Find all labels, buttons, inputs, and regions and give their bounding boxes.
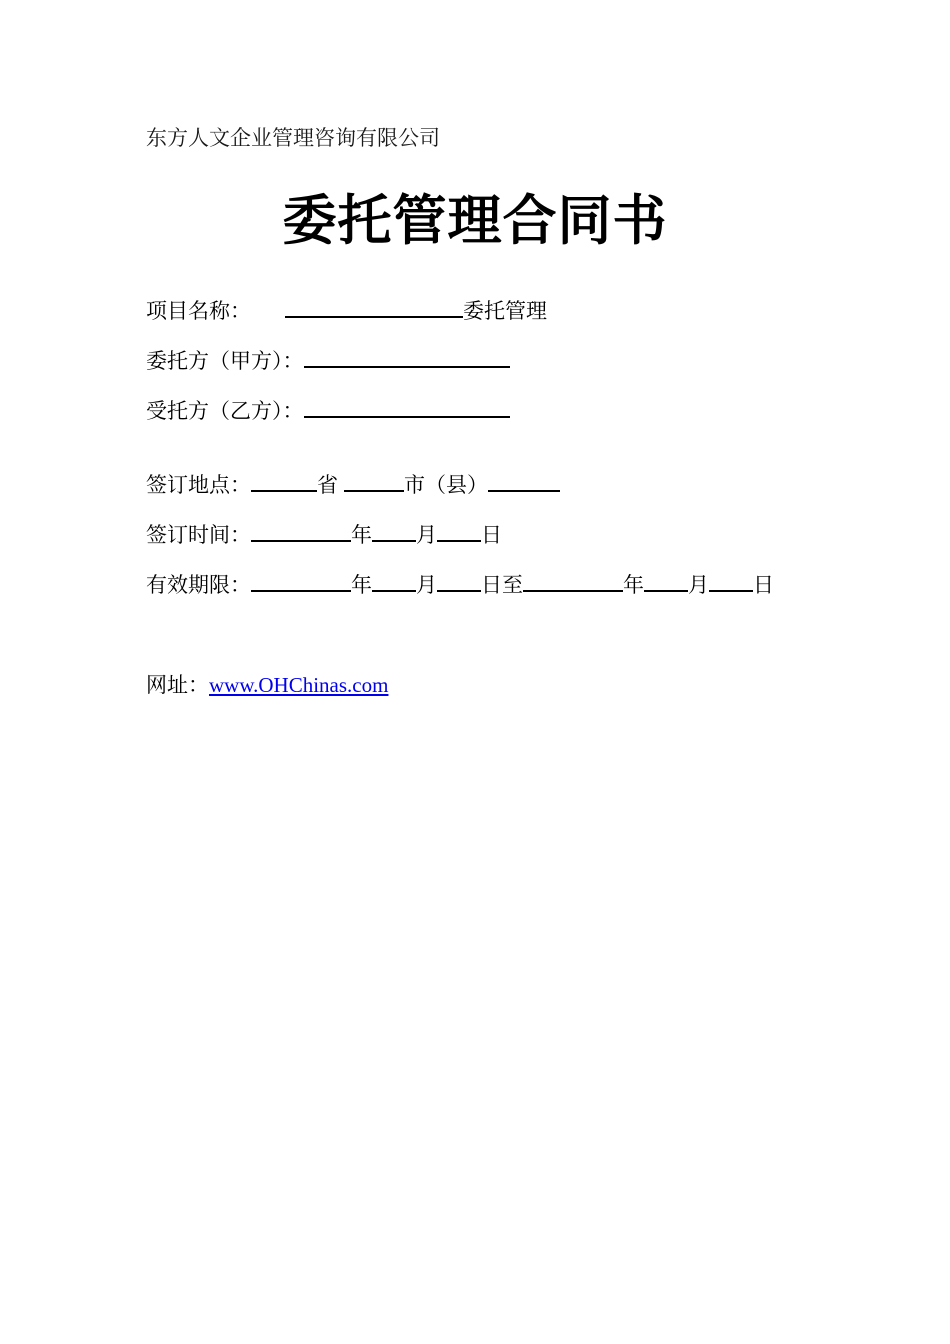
company-name: 东方人文企业管理咨询有限公司 [146,126,440,150]
validity-end-year-blank[interactable] [523,570,623,592]
validity-start-year-blank[interactable] [251,570,351,592]
sign-day-blank[interactable] [437,520,481,542]
sign-year-label: 年 [351,523,372,547]
project-name-row [146,296,547,326]
province-blank[interactable] [251,470,317,492]
validity-end-month-blank[interactable] [644,570,688,592]
project-name-suffix: 委托管理 [463,299,547,323]
validity-end-year-label: 年 [623,573,644,597]
validity-row [146,570,774,600]
sign-location-label: 签订地点： [146,473,251,497]
validity-start-month-blank[interactable] [372,570,416,592]
validity-end-day-blank[interactable] [709,570,753,592]
sign-year-blank[interactable] [251,520,351,542]
document-title: 委托管理合同书 [282,189,668,252]
validity-start-month-label: 月 [416,573,437,597]
party-b-row [146,396,510,426]
party-a-blank[interactable] [304,346,510,368]
party-a-row [146,346,510,376]
website-link[interactable]: www.OHChinas.com [209,673,389,697]
validity-end-month-label: 月 [688,573,709,597]
validity-start-year-label: 年 [351,573,372,597]
sign-month-blank[interactable] [372,520,416,542]
sign-month-label: 月 [416,523,437,547]
city-blank[interactable] [344,470,404,492]
city-label: 市（县） [404,473,488,497]
project-name-blank[interactable] [285,296,463,318]
party-b-blank[interactable] [304,396,510,418]
validity-to-label: 日至 [481,573,523,597]
sign-date-label: 签订时间： [146,523,251,547]
website-label: 网址： [146,673,209,697]
validity-end-day-label: 日 [753,573,774,597]
sign-date-row [146,520,502,550]
party-b-label: 受托方（乙方）： [146,399,304,423]
website-row [146,670,388,700]
province-label: 省 [317,473,338,497]
county-blank[interactable] [488,470,560,492]
project-name-label: 项目名称： [146,299,251,323]
sign-day-label: 日 [481,523,502,547]
validity-start-day-blank[interactable] [437,570,481,592]
sign-location-row [146,470,560,500]
party-a-label: 委托方（甲方）： [146,349,304,373]
validity-label: 有效期限： [146,573,251,597]
